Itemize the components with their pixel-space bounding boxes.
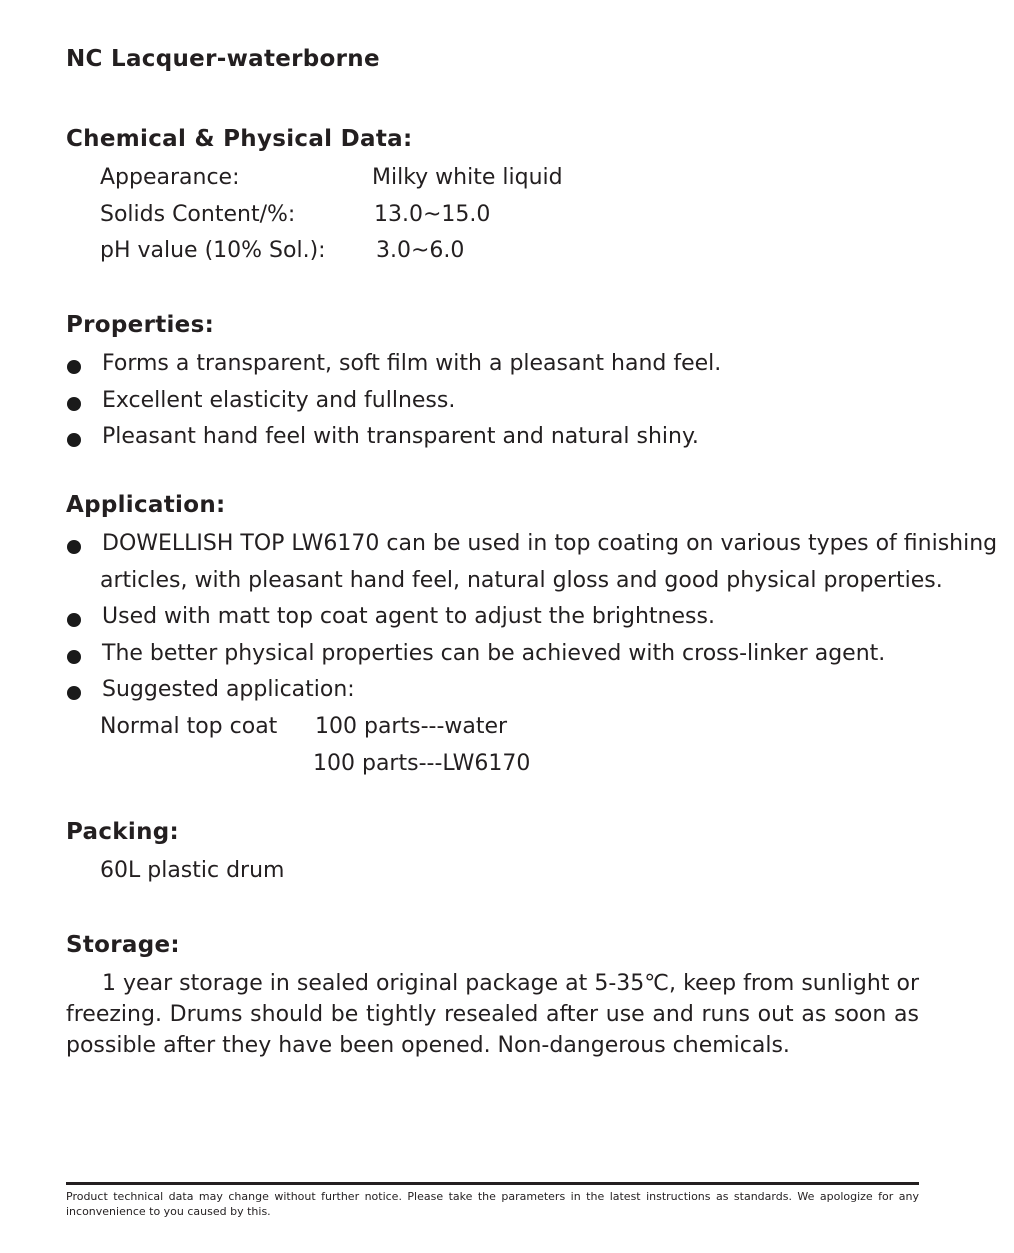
property-item: Excellent elasticity and fullness. [102,388,456,413]
appearance-value: Milky white liquid [372,165,563,190]
bullet-icon [67,613,81,627]
bullet-icon [67,650,81,664]
recipe-line-water: 100 parts---water [315,714,508,739]
document-title: NC Lacquer-waterborne [66,46,380,72]
application-item: The better physical properties can be achieved with cross-linker agent. [102,641,886,666]
recipe-label: Normal top coat [100,714,278,739]
solids-content-label: Solids Content/%: [100,202,296,227]
application-item: Suggested application: [102,677,355,702]
recipe-line-lw6170: 100 parts---LW6170 [313,751,531,776]
property-item: Pleasant hand feel with transparent and natural shiny. [102,424,699,449]
solids-content-value: 13.0~15.0 [374,202,491,227]
storage-text: 1 year storage in sealed original package at 5-35℃, keep from sunlight or freezing. Drums should be tightly resealed after use and runs out as soon as possible after they have been opened. Non-dangerous chemicals. [66,971,919,1058]
ph-value-value: 3.0~6.0 [376,238,465,263]
bullet-icon [67,360,81,374]
application-item: DOWELLISH TOP LW6170 can be used in top coating on various types of finishing [102,531,998,556]
footer-disclaimer: Product technical data may change without further notice. Please take the parameters in the latest instructions as standards. We apologize for any inconvenience to you caused by this. [66,1190,919,1218]
properties-heading: Properties: [66,312,215,338]
chemical-physical-heading: Chemical & Physical Data: [66,126,413,152]
footer-divider [66,1182,919,1185]
application-item-continuation: articles, with pleasant hand feel, natural gloss and good physical properties. [100,568,943,593]
packing-heading: Packing: [66,819,180,845]
appearance-label: Appearance: [100,165,240,190]
bullet-icon [67,686,81,700]
application-item: Used with matt top coat agent to adjust the brightness. [102,604,715,629]
application-heading: Application: [66,492,226,518]
bullet-icon [67,397,81,411]
ph-value-label: pH value (10% Sol.): [100,238,326,263]
bullet-icon [67,433,81,447]
property-item: Forms a transparent, soft film with a pleasant hand feel. [102,351,722,376]
bullet-icon [67,540,81,554]
storage-heading: Storage: [66,932,180,958]
packing-text: 60L plastic drum [100,858,285,883]
